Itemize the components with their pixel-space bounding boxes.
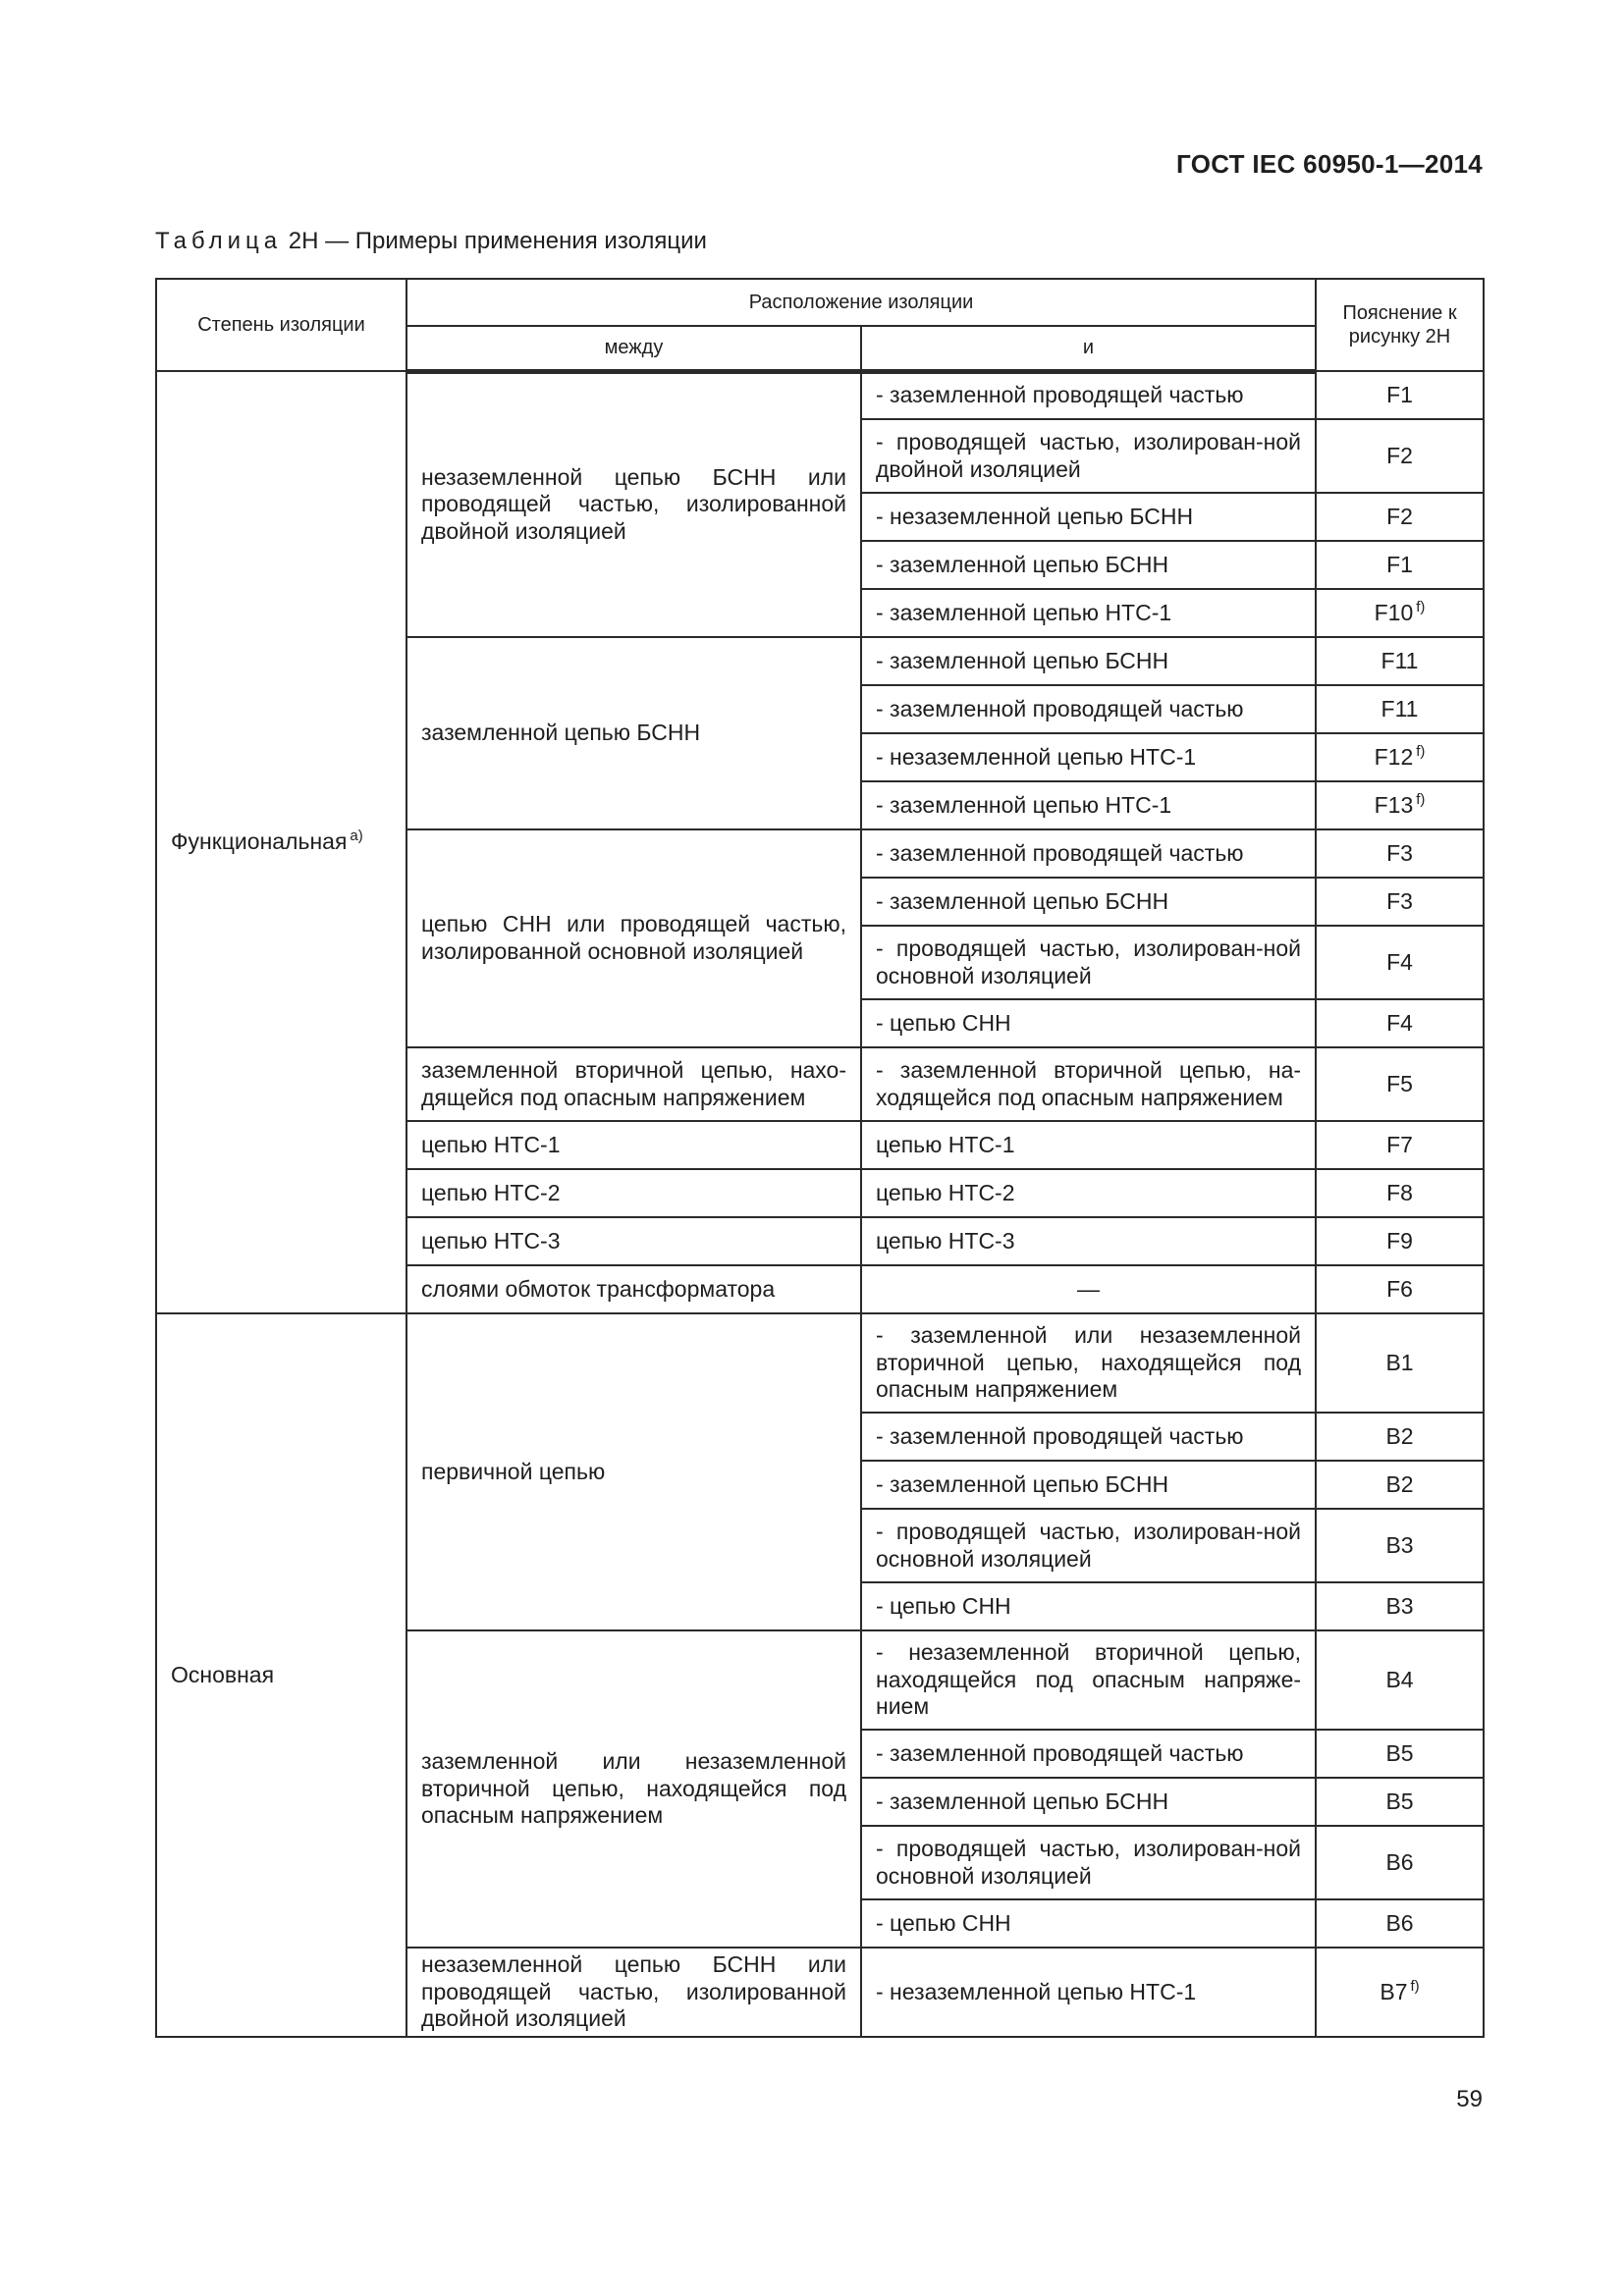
insulation-table <box>155 278 1485 2038</box>
document-standard-code: ГОСТ IEC 60950-1—2014 <box>1176 149 1483 179</box>
figure-ref-cell <box>1316 1826 1484 1899</box>
and-cell: - цепью СНН <box>861 1899 1316 1948</box>
figure-ref-cell <box>1316 493 1484 541</box>
figure-ref: В7 <box>1380 1978 1408 2004</box>
figure-ref: В4 <box>1385 1666 1414 1692</box>
figure-ref-cell <box>1316 1217 1484 1265</box>
figure-ref-cell <box>1316 733 1484 781</box>
figure-ref: В2 <box>1385 1470 1414 1497</box>
degree-label: Основная <box>171 1661 275 1687</box>
figure-ref-cell <box>1316 1313 1484 1413</box>
figure-ref-cell <box>1316 1265 1484 1313</box>
figure-ref: В3 <box>1385 1531 1414 1558</box>
figure-ref: F12 <box>1374 743 1414 770</box>
figure-ref: F1 <box>1386 551 1413 577</box>
table-caption <box>155 228 707 255</box>
figure-ref: F4 <box>1386 948 1413 975</box>
between-cell: цепью НТС-3 <box>406 1217 861 1265</box>
footnote-marker: f) <box>1416 790 1426 808</box>
figure-ref: F5 <box>1386 1070 1413 1096</box>
between-cell: заземленной цепью БСНН <box>406 637 861 829</box>
and-cell: - незаземленной вторичной цепью, находящейся под опасным напряже-нием <box>861 1630 1316 1730</box>
figure-ref: В3 <box>1385 1592 1414 1619</box>
header-note: Пояснение к рисунку 2Н <box>1316 279 1484 371</box>
table-row <box>156 371 1484 419</box>
between-cell: слоями обмоток трансформатора <box>406 1265 861 1313</box>
figure-ref-cell <box>1316 419 1484 493</box>
figure-ref: В6 <box>1385 1909 1414 1936</box>
between-cell: незаземленной цепью БСНН или проводящей частью, изолированной двойной изоляцией <box>406 371 861 637</box>
and-cell: - заземленной или незаземленной вторичной цепью, находящейся под опасным напряжением <box>861 1313 1316 1413</box>
table-body <box>156 371 1484 2037</box>
figure-ref: F10 <box>1374 599 1414 625</box>
and-cell: - заземленной цепью БСНН <box>861 1461 1316 1509</box>
and-cell: - незаземленной цепью НТС-1 <box>861 1948 1316 2037</box>
between-cell: цепью СНН или проводящей частью, изолированной основной изоляцией <box>406 829 861 1047</box>
and-cell: цепью НТС-1 <box>861 1121 1316 1169</box>
header-and: и <box>861 326 1316 371</box>
figure-ref-cell <box>1316 781 1484 829</box>
figure-ref-cell <box>1316 1509 1484 1582</box>
and-cell: - проводящей частью, изолирован-ной основной изоляцией <box>861 926 1316 999</box>
figure-ref-cell <box>1316 1630 1484 1730</box>
degree-label: Функциональная <box>171 828 348 855</box>
and-cell: - заземленной цепью НТС-1 <box>861 589 1316 637</box>
table-row <box>156 1313 1484 1413</box>
between-cell: заземленной или незаземленной вторичной цепью, находящейся под опасным напряжением <box>406 1630 861 1948</box>
footnote-marker: f) <box>1416 598 1426 615</box>
and-cell: - цепью СНН <box>861 1582 1316 1630</box>
figure-ref: В1 <box>1385 1349 1414 1375</box>
figure-ref: В6 <box>1385 1848 1414 1875</box>
and-cell: - проводящей частью, изолирован-ной двойной изоляцией <box>861 419 1316 493</box>
footnote-marker: f) <box>1410 1977 1420 1995</box>
figure-ref-cell <box>1316 926 1484 999</box>
figure-ref-cell <box>1316 637 1484 685</box>
and-cell: - проводящей частью, изолирован-ной основной изоляцией <box>861 1509 1316 1582</box>
footnote-marker: f) <box>1416 742 1426 760</box>
figure-ref-cell <box>1316 1413 1484 1461</box>
header-degree: Степень изоляции <box>156 279 406 371</box>
header-location: Расположение изоляции <box>406 279 1316 326</box>
figure-ref: В5 <box>1385 1788 1414 1814</box>
and-cell: - заземленной цепью БСНН <box>861 637 1316 685</box>
figure-ref-cell <box>1316 541 1484 589</box>
figure-ref-cell <box>1316 1169 1484 1217</box>
figure-ref: В5 <box>1385 1739 1414 1766</box>
and-cell: - заземленной вторичной цепью, на-ходящейся под опасным напряжением <box>861 1047 1316 1121</box>
figure-ref-cell <box>1316 371 1484 419</box>
and-cell: - проводящей частью, изолирован-ной основной изоляцией <box>861 1826 1316 1899</box>
and-cell: — <box>861 1265 1316 1313</box>
figure-ref: F11 <box>1380 647 1419 673</box>
figure-ref: В2 <box>1385 1422 1414 1449</box>
figure-ref-cell <box>1316 999 1484 1047</box>
figure-ref-cell <box>1316 685 1484 733</box>
figure-ref: F4 <box>1386 1009 1413 1036</box>
figure-ref: F3 <box>1386 839 1413 866</box>
and-cell: - заземленной цепью БСНН <box>861 878 1316 926</box>
figure-ref: F9 <box>1386 1227 1413 1254</box>
figure-ref: F13 <box>1374 791 1414 818</box>
and-cell: - заземленной проводящей частью <box>861 371 1316 419</box>
and-cell: - незаземленной цепью НТС-1 <box>861 733 1316 781</box>
figure-ref: F1 <box>1386 381 1413 407</box>
figure-ref-cell <box>1316 1899 1484 1948</box>
footnote-marker: а) <box>350 828 363 845</box>
figure-ref-cell <box>1316 1582 1484 1630</box>
figure-ref-cell <box>1316 1121 1484 1169</box>
between-cell: цепью НТС-1 <box>406 1121 861 1169</box>
and-cell: - заземленной цепью БСНН <box>861 541 1316 589</box>
figure-ref-cell <box>1316 1948 1484 2037</box>
figure-ref: F6 <box>1386 1275 1413 1302</box>
between-cell: заземленной вторичной цепью, нахо-дящейся под опасным напряжением <box>406 1047 861 1121</box>
figure-ref-cell <box>1316 1730 1484 1778</box>
figure-ref: F2 <box>1386 442 1413 468</box>
figure-ref: F3 <box>1386 887 1413 914</box>
degree-cell <box>156 371 406 1313</box>
header-between: между <box>406 326 861 371</box>
and-cell: - цепью СНН <box>861 999 1316 1047</box>
and-cell: - заземленной цепью БСНН <box>861 1778 1316 1826</box>
page-number: 59 <box>1456 2086 1483 2112</box>
table-caption-title: 2Н — Примеры применения изоляции <box>282 228 707 254</box>
and-cell: - заземленной проводящей частью <box>861 1730 1316 1778</box>
between-cell: незаземленной цепью БСНН или проводящей частью, изолированной двойной изоляцией <box>406 1948 861 2037</box>
and-cell: - заземленной цепью НТС-1 <box>861 781 1316 829</box>
figure-ref-cell <box>1316 1778 1484 1826</box>
table-caption-label: Таблица <box>155 228 283 254</box>
figure-ref: F7 <box>1386 1131 1413 1157</box>
and-cell: - незаземленной цепью БСНН <box>861 493 1316 541</box>
degree-cell <box>156 1313 406 2037</box>
and-cell: - заземленной проводящей частью <box>861 829 1316 878</box>
figure-ref-cell <box>1316 1047 1484 1121</box>
figure-ref-cell <box>1316 878 1484 926</box>
between-cell: цепью НТС-2 <box>406 1169 861 1217</box>
and-cell: цепью НТС-2 <box>861 1169 1316 1217</box>
and-cell: - заземленной проводящей частью <box>861 685 1316 733</box>
figure-ref-cell <box>1316 829 1484 878</box>
figure-ref: F11 <box>1380 695 1419 721</box>
between-cell: первичной цепью <box>406 1313 861 1630</box>
and-cell: - заземленной проводящей частью <box>861 1413 1316 1461</box>
figure-ref-cell <box>1316 1461 1484 1509</box>
figure-ref: F2 <box>1386 503 1413 529</box>
figure-ref-cell <box>1316 589 1484 637</box>
figure-ref: F8 <box>1386 1179 1413 1205</box>
and-cell: цепью НТС-3 <box>861 1217 1316 1265</box>
